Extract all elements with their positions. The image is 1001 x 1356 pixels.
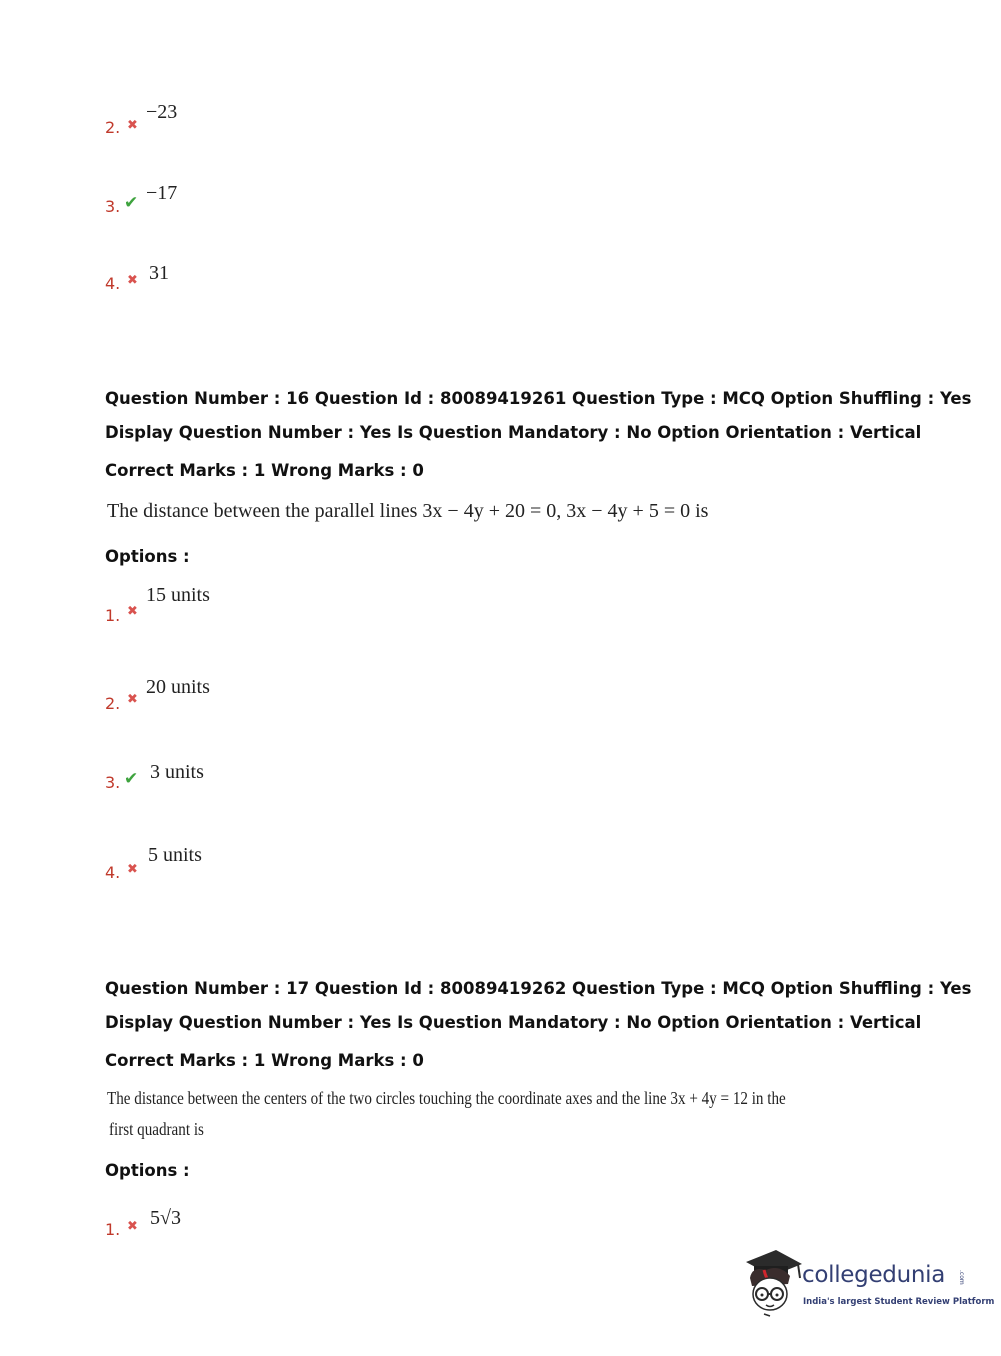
option-value: 31 [149,262,169,284]
option-value: 5√3 [150,1207,181,1229]
option-number: 2. [105,118,121,137]
question-meta-line: Question Number : 16 Question Id : 80089419261 Question Type : MCQ Option Shuffling : Yes [105,389,972,408]
wrong-mark-icon: ✖ [127,1219,138,1234]
option-number: 2. [105,694,121,713]
brand-domain: .com [958,1270,965,1285]
question-text: first quadrant is [109,1119,204,1139]
question-meta-line: Display Question Number : Yes Is Question Mandatory : No Option Orientation : Vertical [105,1013,922,1032]
wrong-mark-icon: ✖ [127,604,138,619]
correct-mark-icon: ✔ [124,193,139,213]
question-meta-line: Display Question Number : Yes Is Question Mandatory : No Option Orientation : Vertical [105,423,922,442]
option-value: 5 units [148,844,202,866]
option-number: 3. [105,773,121,792]
option-value: 3 units [150,761,204,783]
option-number: 4. [105,274,121,293]
wrong-mark-icon: ✖ [127,118,138,133]
option-number: 3. [105,197,121,216]
options-label: Options : [105,547,190,566]
option-number: 4. [105,863,121,882]
brand-name: collegedunia [802,1262,946,1288]
question-marks-line: Correct Marks : 1 Wrong Marks : 0 [105,1051,424,1070]
option-value: −23 [146,101,178,123]
brand-tagline: India's largest Student Review Platform [803,1297,995,1307]
collegedunia-logo [742,1248,995,1318]
option-number: 1. [105,1220,121,1239]
option-number: 1. [105,606,121,625]
option-value: 20 units [146,676,210,698]
options-label: Options : [105,1161,190,1180]
question-text: The distance between the centers of the two circles touching the coordinate axes and the line 3x + 4y = 12 in the [107,1088,786,1108]
wrong-mark-icon: ✖ [127,862,138,877]
wrong-mark-icon: ✖ [127,692,138,707]
question-marks-line: Correct Marks : 1 Wrong Marks : 0 [105,461,424,480]
question-meta-line: Question Number : 17 Question Id : 80089419262 Question Type : MCQ Option Shuffling : Yes [105,979,972,998]
option-value: −17 [146,182,178,204]
mascot-icon [742,1248,804,1318]
option-value: 15 units [146,584,210,606]
wrong-mark-icon: ✖ [127,273,138,288]
correct-mark-icon: ✔ [124,769,139,789]
question-text: The distance between the parallel lines 3x − 4y + 20 = 0, 3x − 4y + 5 = 0 is [107,500,709,522]
